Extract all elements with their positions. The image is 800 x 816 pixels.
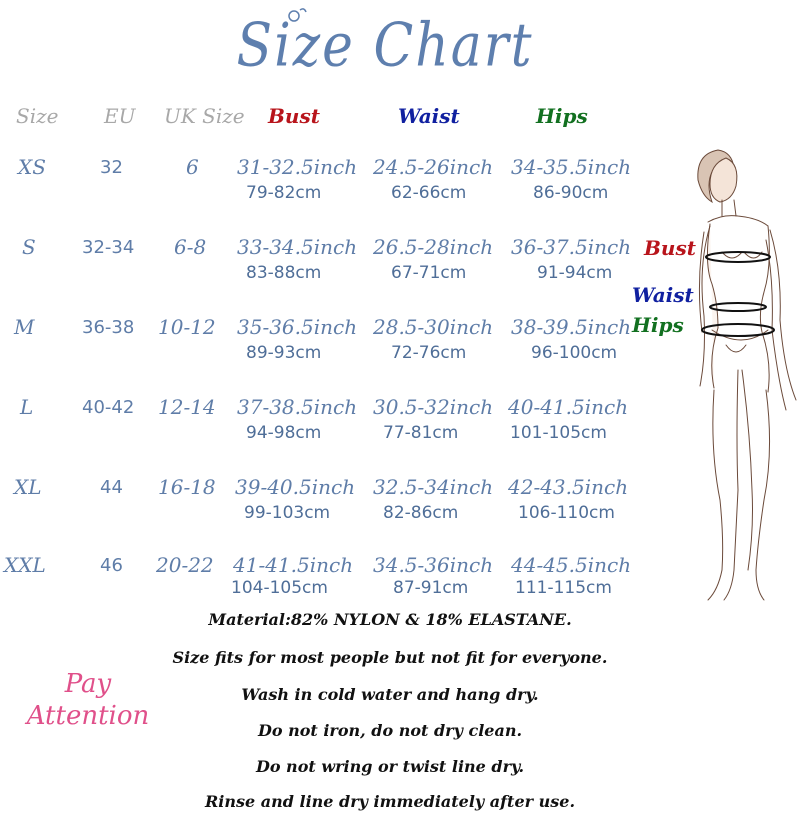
uk-cell: 6-8 <box>174 235 207 259</box>
figure-label-bust: Bust <box>644 236 696 260</box>
hips-cm-cell: 86-90cm <box>533 183 609 203</box>
note-line: Do not wring or twist line dry. <box>255 757 525 776</box>
table-row <box>0 395 640 455</box>
note-line: Wash in cold water and hang dry. <box>241 685 539 704</box>
eu-cell: 32 <box>100 157 123 178</box>
header-size: Size <box>16 104 59 128</box>
note-line: Do not iron, do not dry clean. <box>257 721 523 740</box>
hips-inch-cell: 44-45.5inch <box>511 553 632 577</box>
eu-cell: 40-42 <box>82 397 135 418</box>
hips-cm-cell: 96-100cm <box>531 343 618 363</box>
size-chart-title: Size Chart <box>236 11 534 81</box>
bust-cm-cell: 104-105cm <box>231 578 328 598</box>
uk-cell: 10-12 <box>158 315 216 339</box>
eu-cell: 46 <box>100 555 123 576</box>
hips-cm-cell: 106-110cm <box>518 503 615 523</box>
header-bust: Bust <box>268 104 320 128</box>
uk-cell: 6 <box>186 155 199 179</box>
table-row <box>0 315 640 375</box>
table-row <box>0 553 640 613</box>
figure-label-waist: Waist <box>632 283 694 307</box>
bust-inch-cell: 41-41.5inch <box>233 553 354 577</box>
bust-cm-cell: 79-82cm <box>246 183 322 203</box>
waist-cm-cell: 82-86cm <box>383 503 459 523</box>
bust-inch-cell: 31-32.5inch <box>237 155 358 179</box>
header-uk: UK Size <box>164 104 245 128</box>
uk-cell: 12-14 <box>158 395 216 419</box>
eu-cell: 32-34 <box>82 237 135 258</box>
hips-inch-cell: 38-39.5inch <box>511 315 632 339</box>
waist-inch-cell: 26.5-28inch <box>373 235 494 259</box>
bust-inch-cell: 39-40.5inch <box>235 475 356 499</box>
header-waist: Waist <box>398 104 460 128</box>
eu-cell: 44 <box>100 477 123 498</box>
hips-inch-cell: 42-43.5inch <box>508 475 629 499</box>
uk-cell: 20-22 <box>156 553 214 577</box>
note-line: Material:82% NYLON & 18% ELASTANE. <box>208 610 572 629</box>
bust-inch-cell: 35-36.5inch <box>237 315 358 339</box>
size-cell: M <box>14 315 35 339</box>
figure-label-hips: Hips <box>632 313 684 337</box>
pay-attention-label <box>18 668 158 732</box>
bust-inch-cell: 37-38.5inch <box>237 395 358 419</box>
size-cell: S <box>22 235 36 259</box>
header-eu: EU <box>104 104 136 128</box>
waist-cm-cell: 87-91cm <box>393 578 469 598</box>
size-cell: XL <box>14 475 42 499</box>
size-cell: L <box>20 395 34 419</box>
waist-inch-cell: 30.5-32inch <box>373 395 494 419</box>
hips-cm-cell: 91-94cm <box>537 263 613 283</box>
bust-cm-cell: 89-93cm <box>246 343 322 363</box>
fashion-figure-illustration <box>630 140 800 610</box>
header-hips: Hips <box>536 104 588 128</box>
hips-cm-cell: 111-115cm <box>515 578 612 598</box>
size-cell: XS <box>18 155 46 179</box>
table-row <box>0 235 640 295</box>
waist-cm-cell: 62-66cm <box>391 183 467 203</box>
waist-inch-cell: 34.5-36inch <box>373 553 494 577</box>
bust-cm-cell: 94-98cm <box>246 423 322 443</box>
hips-inch-cell: 34-35.5inch <box>511 155 632 179</box>
uk-cell: 16-18 <box>158 475 216 499</box>
table-row <box>0 475 640 535</box>
hips-inch-cell: 36-37.5inch <box>511 235 632 259</box>
note-line: Rinse and line dry immediately after use. <box>204 792 576 811</box>
table-row <box>0 155 640 215</box>
swirl-decoration-icon <box>286 6 310 26</box>
size-cell: XXL <box>4 553 46 577</box>
pay-attention-line-1: Pay <box>64 669 112 699</box>
note-line: Size fits for most people but not fit for everyone. <box>172 648 608 667</box>
hips-inch-cell: 40-41.5inch <box>508 395 629 419</box>
waist-cm-cell: 72-76cm <box>391 343 467 363</box>
waist-inch-cell: 24.5-26inch <box>373 155 494 179</box>
hips-cm-cell: 101-105cm <box>510 423 607 443</box>
waist-cm-cell: 77-81cm <box>383 423 459 443</box>
waist-inch-cell: 32.5-34inch <box>373 475 494 499</box>
waist-inch-cell: 28.5-30inch <box>373 315 494 339</box>
waist-cm-cell: 67-71cm <box>391 263 467 283</box>
pay-attention-line-2: Attention <box>26 701 150 731</box>
bust-cm-cell: 83-88cm <box>246 263 322 283</box>
bust-cm-cell: 99-103cm <box>244 503 331 523</box>
bust-inch-cell: 33-34.5inch <box>237 235 358 259</box>
eu-cell: 36-38 <box>82 317 135 338</box>
